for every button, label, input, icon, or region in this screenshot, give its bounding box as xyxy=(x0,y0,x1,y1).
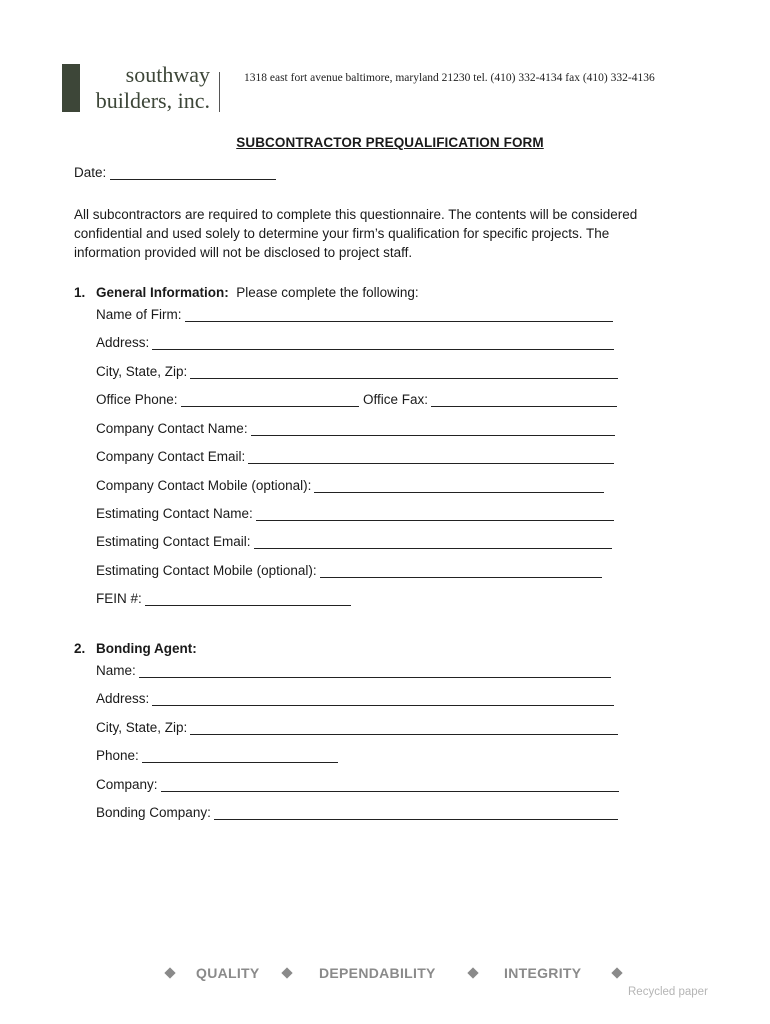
company-logo xyxy=(86,62,210,114)
name-of-firm-field xyxy=(96,307,613,322)
field-label: Company: xyxy=(96,777,158,792)
bonding-agent-phone-input[interactable] xyxy=(142,749,338,763)
diamond-icon xyxy=(611,967,622,978)
field-label: City, State, Zip: xyxy=(96,364,188,379)
company-contact-mobile-input[interactable] xyxy=(314,479,604,493)
field-label: Address: xyxy=(96,691,150,706)
company-contact-email-input[interactable] xyxy=(248,450,614,464)
bonding-agent-address-input[interactable] xyxy=(152,692,614,706)
office-phone-field xyxy=(96,392,359,407)
section-number: 1. xyxy=(74,285,86,300)
company-contact-email-field xyxy=(96,449,614,464)
firm-address-input[interactable] xyxy=(152,336,614,350)
company-contact-mobile-field xyxy=(96,478,604,493)
field-label: Office Phone: xyxy=(96,392,178,407)
section-title: Bonding Agent: xyxy=(96,641,197,656)
office-fax-input[interactable] xyxy=(431,393,617,407)
bonding-agent-company-field xyxy=(96,777,619,792)
office-phone-input[interactable] xyxy=(181,393,359,407)
footer-motto xyxy=(0,965,770,985)
office-fax-field xyxy=(363,392,617,407)
field-label: Name of Firm: xyxy=(96,307,182,322)
field-label: Estimating Contact Email: xyxy=(96,534,251,549)
diamond-icon xyxy=(281,967,292,978)
fein-field xyxy=(96,591,351,606)
logo-line-2: builders, inc. xyxy=(95,88,210,113)
bonding-company-field xyxy=(96,805,618,820)
date-field xyxy=(74,165,276,180)
bonding-company-input[interactable] xyxy=(214,806,618,820)
estimating-contact-mobile-field xyxy=(96,563,602,578)
field-label: FEIN #: xyxy=(96,591,142,606)
section-general-information xyxy=(74,285,419,300)
field-label: Phone: xyxy=(96,748,139,763)
company-contact-name-input[interactable] xyxy=(251,422,615,436)
field-label: Company Contact Name: xyxy=(96,421,248,436)
field-label: Address: xyxy=(96,335,150,350)
estimating-contact-email-input[interactable] xyxy=(254,535,612,549)
estimating-contact-name-input[interactable] xyxy=(256,507,614,521)
section-subtitle: Please complete the following: xyxy=(236,285,419,300)
logo-line-1: southway xyxy=(125,62,210,87)
intro-paragraph xyxy=(74,205,674,262)
fein-input[interactable] xyxy=(145,592,351,606)
estimating-contact-name-field xyxy=(96,506,614,521)
logo-bar xyxy=(62,64,80,112)
bonding-agent-city-state-zip-input[interactable] xyxy=(190,721,618,735)
estimating-contact-email-field xyxy=(96,534,612,549)
bonding-agent-city-state-zip-field xyxy=(96,720,618,735)
diamond-icon xyxy=(467,967,478,978)
motto-dependability: DEPENDABILITY xyxy=(319,965,436,981)
diamond-icon xyxy=(164,967,175,978)
motto-integrity: INTEGRITY xyxy=(504,965,582,981)
firm-city-state-zip-field xyxy=(96,364,618,379)
field-label: Name: xyxy=(96,663,136,678)
date-label: Date: xyxy=(74,165,107,180)
field-label: Bonding Company: xyxy=(96,805,211,820)
field-label: Estimating Contact Name: xyxy=(96,506,253,521)
field-label: Office Fax: xyxy=(363,392,429,407)
date-input-line[interactable] xyxy=(110,166,276,180)
intro-line: information provided will not be disclosed to project staff. xyxy=(74,245,413,260)
company-contact-name-field xyxy=(96,421,615,436)
recycled-paper-note: Recycled paper xyxy=(628,986,708,998)
bonding-agent-company-input[interactable] xyxy=(161,778,619,792)
field-label: Company Contact Mobile (optional): xyxy=(96,478,312,493)
section-title: General Information: xyxy=(96,285,229,300)
firm-city-state-zip-input[interactable] xyxy=(190,365,618,379)
field-label: Estimating Contact Mobile (optional): xyxy=(96,563,317,578)
name-of-firm-input[interactable] xyxy=(185,308,613,322)
field-label: City, State, Zip: xyxy=(96,720,188,735)
section-bonding-agent xyxy=(74,641,197,656)
field-label: Company Contact Email: xyxy=(96,449,246,464)
estimating-contact-mobile-input[interactable] xyxy=(320,564,602,578)
intro-line: All subcontractors are required to complete this questionnaire. The contents will be considered xyxy=(74,207,638,222)
motto-quality: QUALITY xyxy=(196,965,260,981)
section-number: 2. xyxy=(74,641,86,656)
form-title: SUBCONTRACTOR PREQUALIFICATION FORM xyxy=(236,135,544,150)
bonding-agent-phone-field xyxy=(96,748,338,763)
company-address: 1318 east fort avenue baltimore, maryland 21230 tel. (410) 332-4134 fax (410) 332-4136 xyxy=(244,72,655,84)
firm-address-field xyxy=(96,335,614,350)
intro-line: confidential and used solely to determine your firm’s qualification for specific projects. The xyxy=(74,226,610,241)
letterhead-divider xyxy=(219,72,220,112)
bonding-agent-address-field xyxy=(96,691,614,706)
bonding-agent-name-input[interactable] xyxy=(139,664,611,678)
bonding-agent-name-field xyxy=(96,663,611,678)
